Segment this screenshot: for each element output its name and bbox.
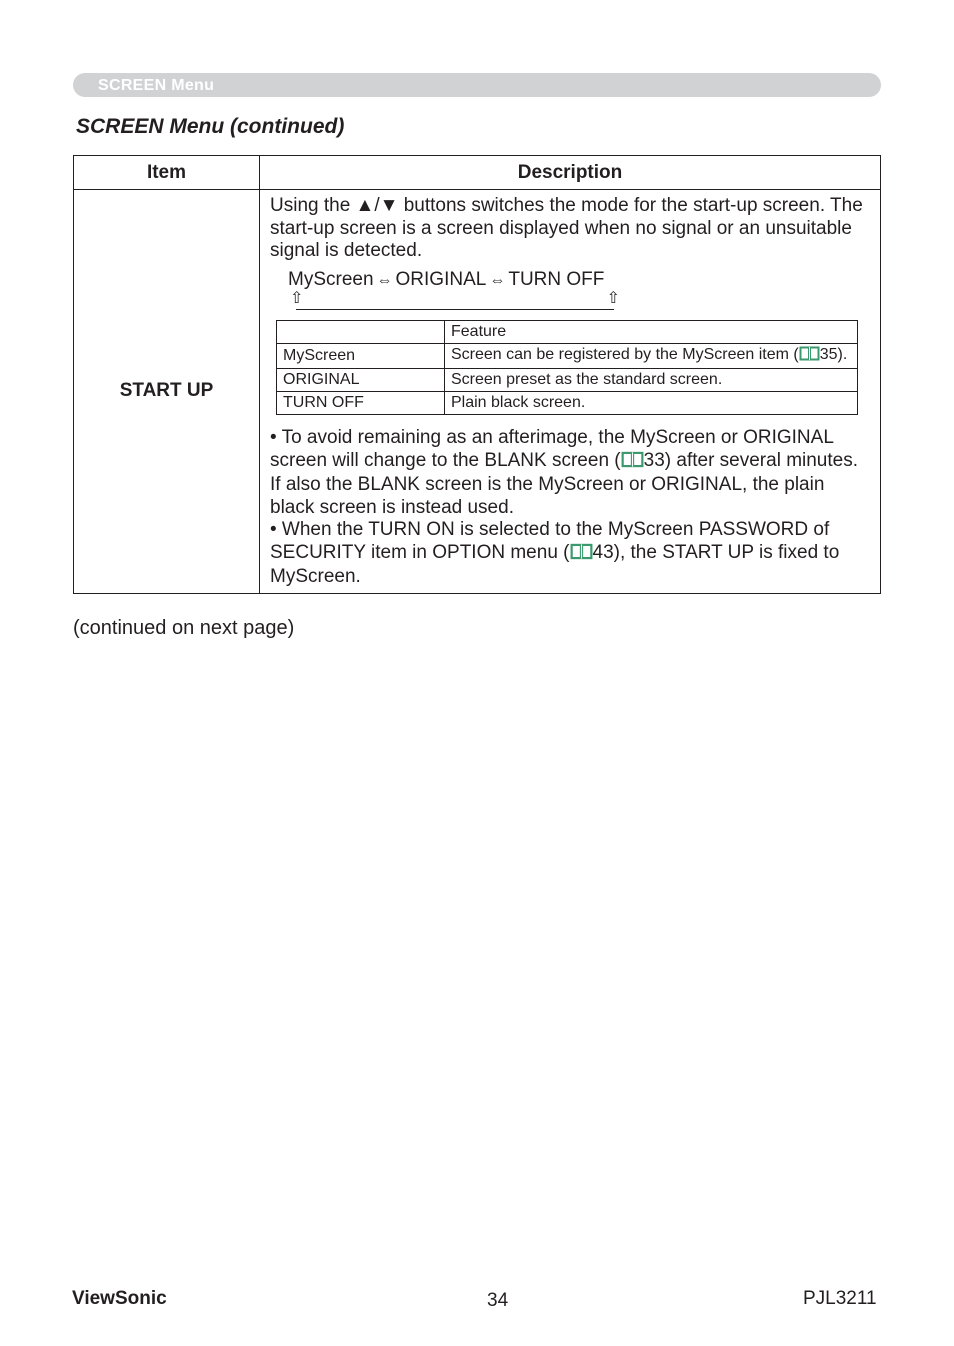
note-password: • When the TURN ON is selected to the MyScreen PASSWORD of SECURITY item in OPTION menu ( 43), the START UP is fixed to MyScreen.	[270, 519, 840, 587]
feature-text: Screen can be registered by the MyScreen item (	[451, 346, 799, 363]
footer-brand: ViewSonic	[72, 1288, 167, 1309]
sub-table-header-row	[277, 321, 858, 344]
section-header-bar	[73, 73, 881, 97]
column-header-description: Description	[260, 156, 881, 190]
page-reference: 33	[643, 449, 665, 471]
footer-model: PJL3211	[803, 1288, 877, 1309]
double-arrow-icon: ⇔	[376, 271, 393, 289]
cycle-option: MyScreen	[288, 268, 374, 290]
page-title: SCREEN Menu (continued)	[76, 115, 345, 138]
item-name: START UP	[74, 190, 260, 594]
option-name: TURN OFF	[277, 392, 445, 415]
cycle-option: TURN OFF	[508, 268, 605, 290]
double-arrow-icon: ⇔	[489, 271, 506, 289]
up-arrow-icon: ⇧	[290, 290, 304, 307]
cycle-option: ORIGINAL	[395, 268, 487, 290]
screen-menu-table	[73, 155, 881, 594]
page-reference: 43	[592, 541, 614, 563]
page-reference: 35	[819, 346, 838, 363]
section-header-label: SCREEN Menu	[98, 77, 215, 94]
feature-text: ).	[837, 346, 848, 363]
sub-table-row	[277, 344, 858, 369]
sub-table-row	[277, 392, 858, 415]
description-intro: Using the ▲/▼ buttons switches the mode for the start-up screen. The start-up screen is a screen displayed when no signal or an unsuitable signal is detected.	[270, 195, 863, 261]
mode-cycle	[288, 269, 872, 293]
book-icon	[799, 346, 820, 367]
option-name: ORIGINAL	[277, 369, 445, 392]
column-header-item: Item	[74, 156, 260, 190]
option-feature: Screen preset as the standard screen.	[445, 369, 858, 392]
table-header-row	[74, 156, 881, 190]
option-name: MyScreen	[277, 344, 445, 369]
item-description	[260, 190, 881, 594]
note-afterimage: • To avoid remaining as an afterimage, the MyScreen or ORIGINAL screen will change to the BLANK screen ( 33) after several minutes. If also the BLANK screen is the MyScreen or ORIGINAL, the plain black screen is instead used.	[270, 427, 859, 518]
sub-header-blank	[277, 321, 445, 344]
option-feature: Plain black screen.	[445, 392, 858, 415]
continued-note: (continued on next page)	[73, 617, 295, 639]
option-feature	[445, 344, 858, 369]
cycle-connector	[296, 309, 614, 310]
up-arrow-icon: ⇧	[606, 290, 620, 307]
table-row	[74, 190, 881, 594]
book-icon	[621, 451, 644, 475]
cycle-return-line	[290, 292, 620, 314]
sub-header-feature: Feature	[445, 321, 858, 344]
sub-table-row	[277, 369, 858, 392]
book-icon	[570, 543, 593, 567]
page-number: 34	[487, 1290, 509, 1311]
startup-options-table	[276, 320, 858, 415]
notes	[270, 427, 872, 589]
